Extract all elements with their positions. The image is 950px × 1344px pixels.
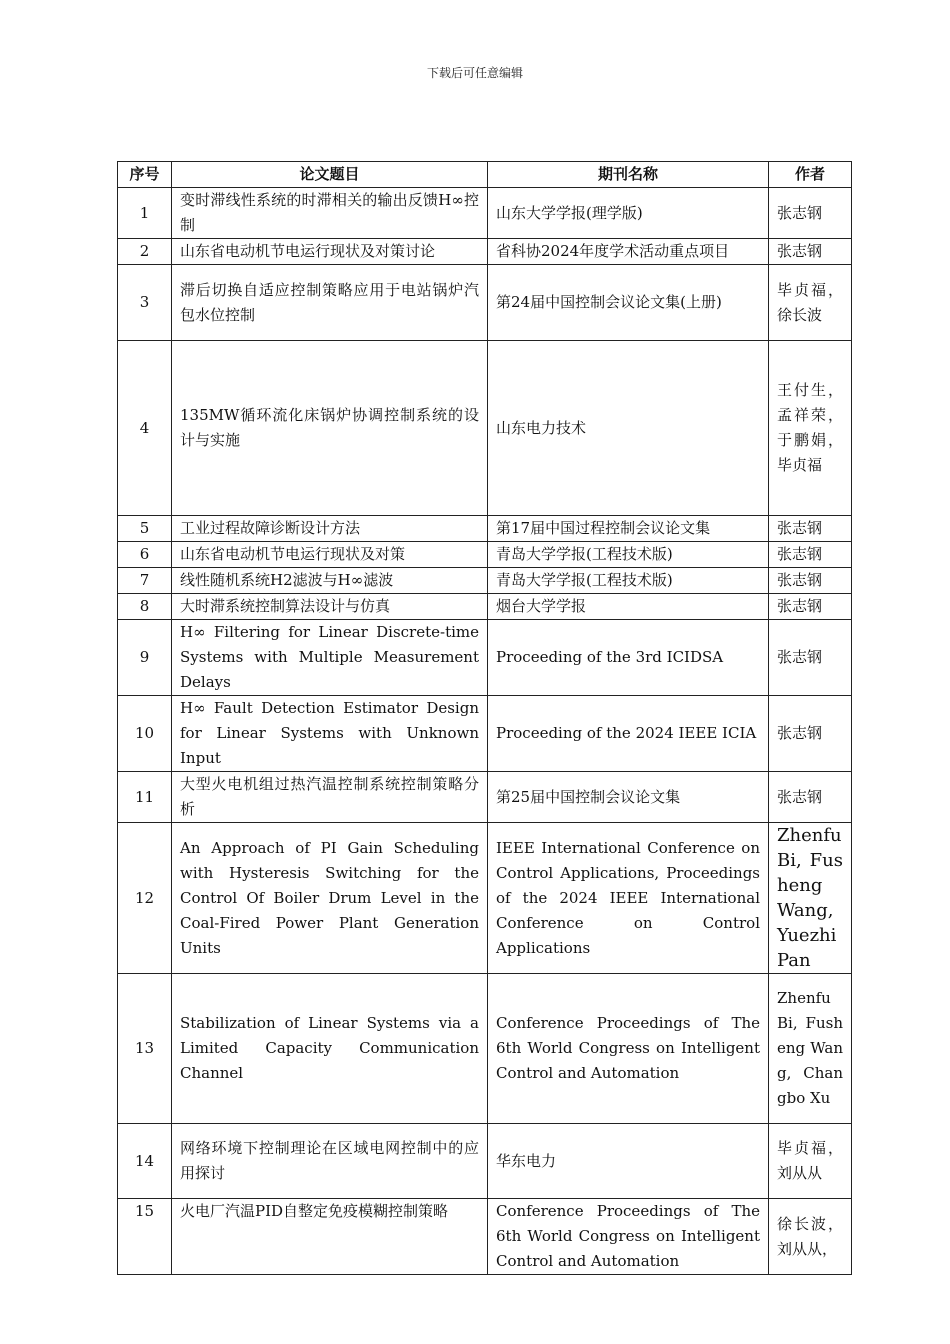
row-title: 滞后切换自适应控制策略应用于电站锅炉汽包水位控制 [172, 265, 488, 341]
row-num: 8 [118, 594, 172, 620]
row-num: 7 [118, 568, 172, 594]
row-author: 毕贞福，徐长波 [769, 265, 852, 341]
row-title: H∞ Fault Detection Estimator Design for Linear Systems with Unknown Input [172, 696, 488, 772]
row-author: 张志钢 [769, 568, 852, 594]
row-title: 网络环境下控制理论在区域电网控制中的应用探讨 [172, 1124, 488, 1199]
row-title: 火电厂汽温PID自整定免疫模糊控制策略 [172, 1199, 488, 1275]
table-row [118, 1124, 852, 1199]
row-author: 徐长波，刘从从， [769, 1199, 852, 1275]
row-num: 4 [118, 341, 172, 516]
row-journal: Conference Proceedings of The 6th World Congress on Intelligent Control and Automation [488, 1199, 769, 1275]
row-title: H∞ Filtering for Linear Discrete-time Systems with Multiple Measurement Delays [172, 620, 488, 696]
papers-table [117, 161, 852, 1275]
row-author: 王付生，孟祥荣，于鹏娟，毕贞福 [769, 341, 852, 516]
table-row [118, 265, 852, 341]
row-title: 山东省电动机节电运行现状及对策讨论 [172, 239, 488, 265]
table-row [118, 239, 852, 265]
header-journal: 期刊名称 [488, 162, 769, 188]
row-author: 张志钢 [769, 188, 852, 239]
row-author: 张志钢 [769, 772, 852, 823]
row-journal: 青岛大学学报(工程技术版) [488, 542, 769, 568]
table-row [118, 620, 852, 696]
row-num: 3 [118, 265, 172, 341]
row-author: 张志钢 [769, 542, 852, 568]
header-num: 序号 [118, 162, 172, 188]
row-num: 6 [118, 542, 172, 568]
row-journal: 青岛大学学报(工程技术版) [488, 568, 769, 594]
table-row [118, 341, 852, 516]
row-journal: IEEE International Conference on Control Applications, Proceedings of the 2024 IEEE International Conference on Control Applications [488, 823, 769, 974]
row-num: 12 [118, 823, 172, 974]
row-title: 135MW循环流化床锅炉协调控制系统的设计与实施 [172, 341, 488, 516]
row-title: 山东省电动机节电运行现状及对策 [172, 542, 488, 568]
row-journal: 第24届中国控制会议论文集(上册) [488, 265, 769, 341]
row-title: An Approach of PI Gain Scheduling with Hysteresis Switching for the Control Of Boiler Drum Level in the Coal-Fired Power Plant Generation Units [172, 823, 488, 974]
row-num: 14 [118, 1124, 172, 1199]
table-row [118, 542, 852, 568]
row-journal: 第17届中国过程控制会议论文集 [488, 516, 769, 542]
row-journal: 第25届中国控制会议论文集 [488, 772, 769, 823]
row-title: Stabilization of Linear Systems via a Limited Capacity Communication Channel [172, 974, 488, 1124]
row-num: 11 [118, 772, 172, 823]
row-journal: 省科协2024年度学术活动重点项目 [488, 239, 769, 265]
header-title: 论文题目 [172, 162, 488, 188]
row-title: 大型火电机组过热汽温控制系统控制策略分析 [172, 772, 488, 823]
row-title: 线性随机系统H2滤波与H∞滤波 [172, 568, 488, 594]
row-title: 工业过程故障诊断设计方法 [172, 516, 488, 542]
row-num: 15 [118, 1199, 172, 1275]
row-title: 变时滞线性系统的时滞相关的输出反馈H∞控制 [172, 188, 488, 239]
row-author: Zhenfu Bi, Fusheng Wang, Yuezhi Pan [769, 823, 852, 974]
row-num: 5 [118, 516, 172, 542]
row-journal: Conference Proceedings of The 6th World Congress on Intelligent Control and Automation [488, 974, 769, 1124]
row-num: 1 [118, 188, 172, 239]
row-title: 大时滞系统控制算法设计与仿真 [172, 594, 488, 620]
table-row [118, 594, 852, 620]
table-header-row [118, 162, 852, 188]
row-journal: 山东大学学报(理学版) [488, 188, 769, 239]
row-num: 9 [118, 620, 172, 696]
row-author: 张志钢 [769, 239, 852, 265]
row-author: 毕贞福，刘从从 [769, 1124, 852, 1199]
row-journal: 山东电力技术 [488, 341, 769, 516]
row-journal: 烟台大学学报 [488, 594, 769, 620]
table-row [118, 568, 852, 594]
row-journal: Proceeding of the 2024 IEEE ICIA [488, 696, 769, 772]
table-row [118, 772, 852, 823]
row-journal: Proceeding of the 3rd ICIDSA [488, 620, 769, 696]
header-author: 作者 [769, 162, 852, 188]
row-author: 张志钢 [769, 620, 852, 696]
row-num: 2 [118, 239, 172, 265]
table-row [118, 974, 852, 1124]
row-author: 张志钢 [769, 594, 852, 620]
page-header-note: 下载后可任意编辑 [426, 66, 523, 80]
row-num: 10 [118, 696, 172, 772]
row-num: 13 [118, 974, 172, 1124]
row-author: 张志钢 [769, 516, 852, 542]
row-author: 张志钢 [769, 696, 852, 772]
row-author: Zhenfu Bi, Fusheng Wang, Changbo Xu [769, 974, 852, 1124]
row-journal: 华东电力 [488, 1124, 769, 1199]
table-row [118, 516, 852, 542]
table-row [118, 696, 852, 772]
table-row [118, 1199, 852, 1275]
table-row [118, 188, 852, 239]
table-row [118, 823, 852, 974]
